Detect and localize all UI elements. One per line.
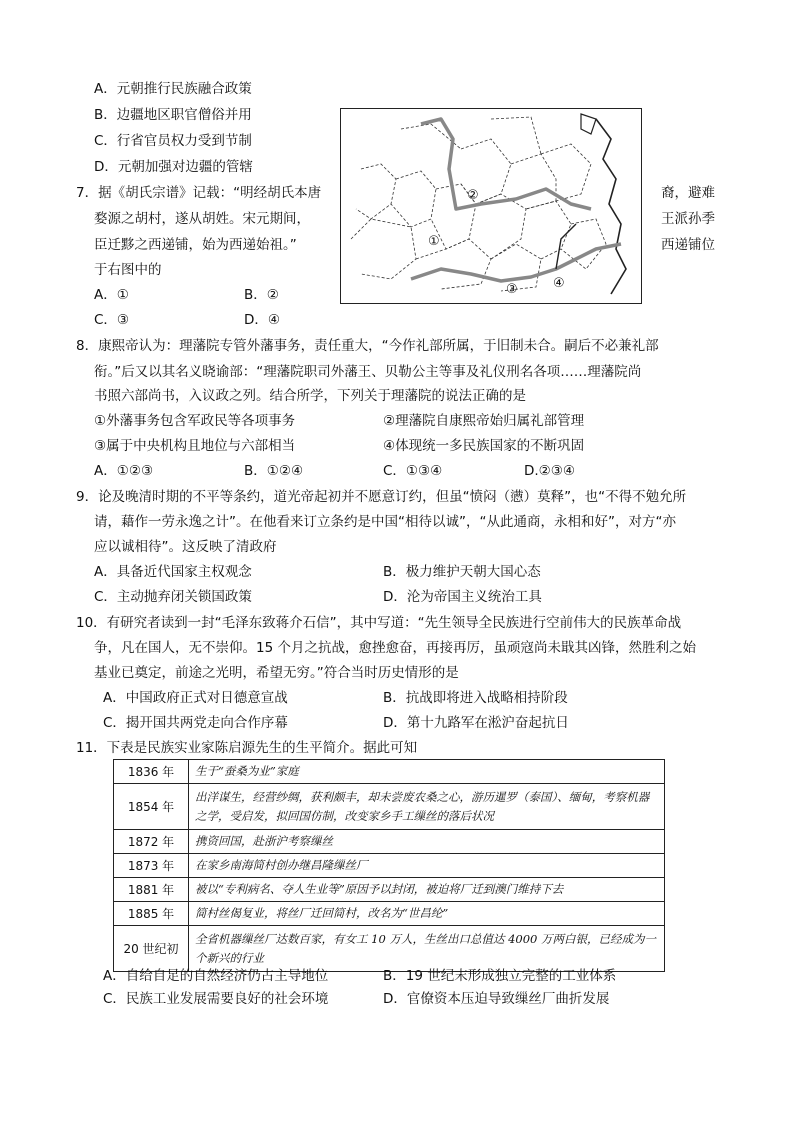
q8-option-c: C．①③④ (383, 463, 443, 479)
event-cell: 全省机器缫丝厂达数百家，有女工 10 万人，生丝出口总值达 4000 万两白银，已经成为一个新兴的行业 (189, 926, 665, 972)
year-cell: 1881 年 (114, 878, 189, 902)
q8-statement-1: ①外藩事务包含军政民等各项事务 (94, 413, 296, 429)
map-label-4: ④ (553, 276, 565, 291)
q11-option-d: D．官僚资本压迫导致缫丝厂曲折发展 (383, 991, 610, 1007)
q7-stem-line3-right: 西递铺位 (661, 237, 715, 253)
q8-option-b: B．①②④ (244, 463, 304, 479)
q8-statement-3: ③属于中央机构且地位与六部相当 (94, 438, 296, 454)
q9-stem-line1: 9．论及晚清时期的不平等条约，道光帝起初并不愿意订约，但虽“愤闷（懑）莫释”，也“不得不勉允所 (76, 489, 687, 505)
q10-option-d: D．第十九路军在淞沪奋起抗日 (383, 715, 569, 731)
event-cell: 携资回国，赴浙沪考察缫丝 (189, 830, 665, 854)
q8-option-a: A．①②③ (94, 463, 154, 479)
q7-stem-line3: 臣迁黟之西递铺，始为西递始祖。” (94, 237, 297, 253)
map-label-2: ② (467, 188, 479, 203)
q7-option-c: C．③ (94, 312, 130, 328)
table-row (114, 902, 665, 926)
q6-option-c: C．行省官员权力受到节制 (94, 133, 252, 149)
year-cell: 1885 年 (114, 902, 189, 926)
table-row (114, 830, 665, 854)
map-label-3: ③ (506, 282, 518, 297)
q9-option-d: D．沦为帝国主义统治工具 (383, 589, 542, 605)
q9-option-c: C．主动抛弃闭关锁国政策 (94, 589, 252, 605)
q8-stem-line1: 8．康熙帝认为：理藩院专管外藩事务，责任重大，“今作礼部所属，于旧制未合。嗣后不必兼礼部 (76, 338, 659, 354)
q7-option-b: B．② (244, 287, 279, 303)
q7-stem-line2-right: 王派孙季 (661, 211, 715, 227)
q11-option-a: A．自给自足的自然经济仍占主导地位 (103, 968, 329, 984)
year-cell: 1873 年 (114, 854, 189, 878)
q7-stem-line1: 7．据《胡氏宗谱》记载：“明经胡氏本唐 (76, 185, 322, 201)
year-cell: 1854 年 (114, 784, 189, 830)
q6-option-d: D．元朝加强对边疆的管辖 (94, 159, 253, 175)
q7-stem-line1-right: 裔，避难 (661, 185, 715, 201)
q9-option-a: A．具备近代国家主权观念 (94, 564, 252, 580)
q10-option-c: C．揭开国共两党走向合作序幕 (103, 715, 288, 731)
event-cell: 在家乡南海简村创办继昌隆缫丝厂 (189, 854, 665, 878)
q10-stem-line2: 争，凡在国人，无不崇仰。15 个月之抗战，愈挫愈奋，再接再厉，虽顽寇尚未戢其凶锋，然胜利之始 (94, 640, 696, 656)
yellow-river (421, 119, 591, 209)
q10-stem-line3: 基业已奠定，前途之光明，希望无穷。”符合当时历史情形的是 (94, 665, 459, 681)
q8-statement-4: ④体现统一多民族国家的不断巩固 (383, 438, 585, 454)
map-figure (340, 108, 642, 304)
q10-stem-line1: 10．有研究者读到一封“毛泽东致蒋介石信”，其中写道：“先生领导全民族进行空前伟大的民族革命战 (76, 615, 682, 631)
year-cell: 1872 年 (114, 830, 189, 854)
table-row (114, 784, 665, 830)
q9-option-b: B．极力维护天朝大国心态 (383, 564, 541, 580)
q9-stem-line2: 请，藉作一劳永逸之计”。在他看来订立条约是中国“相待以诚”，“从此通商，永相和好”，对方“亦 (94, 514, 676, 530)
q6-option-a: A．元朝推行民族融合政策 (94, 81, 252, 97)
q8-stem-line3: 书照六部尚书，入议政之列。结合所学，下列关于理藩院的说法正确的是 (94, 388, 526, 404)
q7-stem-line2: 婺源之胡村，遂从胡姓。宋元期间， (94, 211, 310, 227)
coastline (596, 119, 626, 294)
table-row (114, 878, 665, 902)
q6-option-b: B．边疆地区职官僧俗并用 (94, 107, 252, 123)
q10-option-a: A．中国政府正式对日德意宣战 (103, 690, 288, 706)
q11-option-b: B．19 世纪末形成独立完整的工业体系 (383, 968, 617, 984)
q9-stem-line3: 应以诚相待”。这反映了清政府 (94, 539, 277, 555)
q7-option-a: A．① (94, 287, 129, 303)
event-cell: 简村丝偈复业，将丝厂迁回简村，改名为“世昌纶” (189, 902, 665, 926)
year-cell: 1836 年 (114, 760, 189, 784)
q8-option-d: D.②③④ (524, 463, 575, 479)
peninsula-outline (581, 114, 596, 134)
event-cell: 出洋谋生，经营纱绸，获利颇丰，却未尝废农桑之心，游历暹罗（泰国）、缅甸，考察机器之学，受启发，拟回国仿制，改变家乡手工缫丝的落后状况 (189, 784, 665, 830)
q11-stem: 11．下表是民族实业家陈启源先生的生平简介。据此可知 (76, 740, 418, 756)
yangtze-river (411, 244, 621, 281)
q8-statement-2: ②理藩院自康熙帝始归属礼部管理 (383, 413, 585, 429)
table-row (114, 926, 665, 972)
table-row (114, 854, 665, 878)
year-cell: 20 世纪初 (114, 926, 189, 972)
biography-table (113, 759, 665, 972)
event-cell: 生于“蚕桑为业”家庭 (189, 760, 665, 784)
q7-stem-line4: 于右图中的 (94, 262, 162, 278)
q10-option-b: B．抗战即将进入战略相持阶段 (383, 690, 568, 706)
event-cell: 被以“专利病名、夺人生业等”原因予以封闭，被迫将厂迁到澳门维持下去 (189, 878, 665, 902)
q7-option-d: D．④ (244, 312, 280, 328)
table-row (114, 760, 665, 784)
q11-option-c: C．民族工业发展需要良好的社会环境 (103, 991, 329, 1007)
q8-stem-line2: 衔。”后又以其名义晓谕部：“理藩院职司外藩王、贝勒公主等事及礼仪刑名各项……理藩院尚 (94, 364, 642, 380)
map-drawing (341, 109, 640, 302)
map-label-1: ① (428, 234, 440, 249)
